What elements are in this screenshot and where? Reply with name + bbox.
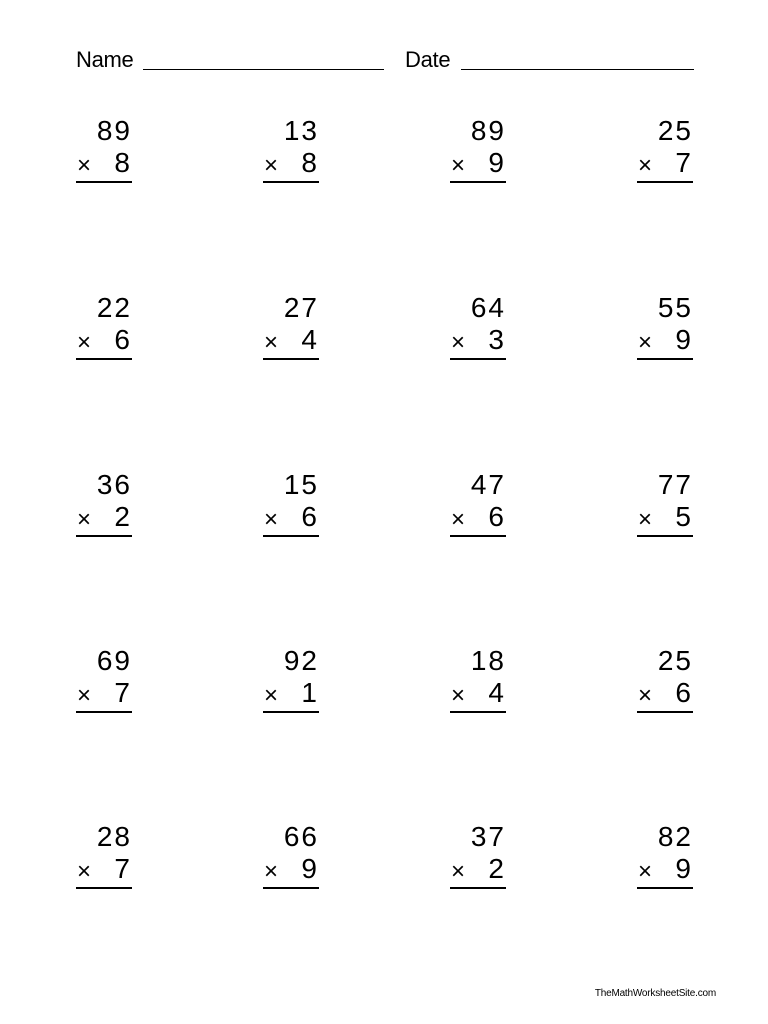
answer-line — [637, 711, 693, 713]
multiplicand: 22 — [96, 292, 132, 323]
answer-line — [76, 535, 132, 537]
times-sign: × — [638, 329, 653, 356]
multiplier: 9 — [488, 147, 506, 178]
problem-11 — [450, 468, 506, 538]
answer-line — [637, 887, 693, 889]
times-sign: × — [451, 858, 466, 885]
multiplicand: 18 — [470, 645, 506, 676]
multiplier-row — [263, 146, 319, 180]
times-sign: × — [77, 682, 92, 709]
problem-13 — [76, 644, 132, 714]
times-sign: × — [77, 506, 92, 533]
times-sign: × — [451, 506, 466, 533]
times-sign: × — [638, 506, 653, 533]
multiplier: 6 — [301, 501, 319, 532]
times-sign: × — [638, 858, 653, 885]
answer-line — [263, 181, 319, 183]
multiplier-row — [450, 146, 506, 180]
multiplicand: 15 — [283, 469, 319, 500]
multiplicand: 27 — [283, 292, 319, 323]
problem-20 — [637, 820, 693, 890]
multiplier: 6 — [488, 501, 506, 532]
multiplier: 9 — [675, 853, 693, 884]
multiplier: 1 — [301, 677, 319, 708]
answer-line — [637, 358, 693, 360]
multiplicand: 89 — [470, 115, 506, 146]
problem-7 — [450, 291, 506, 361]
answer-line — [637, 535, 693, 537]
answer-line — [76, 887, 132, 889]
problem-8 — [637, 291, 693, 361]
answer-line — [637, 181, 693, 183]
multiplier-row — [637, 500, 693, 534]
multiplicand: 36 — [96, 469, 132, 500]
multiplicand: 64 — [470, 292, 506, 323]
times-sign: × — [264, 858, 279, 885]
multiplicand: 25 — [657, 645, 693, 676]
multiplier-row — [450, 323, 506, 357]
problem-18 — [263, 820, 319, 890]
multiplicand: 37 — [470, 821, 506, 852]
multiplier-row — [450, 852, 506, 886]
times-sign: × — [638, 152, 653, 179]
times-sign: × — [77, 152, 92, 179]
multiplier-row — [637, 146, 693, 180]
multiplier: 7 — [675, 147, 693, 178]
multiplicand: 89 — [96, 115, 132, 146]
answer-line — [450, 535, 506, 537]
multiplier: 9 — [675, 324, 693, 355]
multiplier: 2 — [114, 501, 132, 532]
multiplier: 8 — [301, 147, 319, 178]
problem-17 — [76, 820, 132, 890]
multiplier-row — [637, 676, 693, 710]
multiplier: 8 — [114, 147, 132, 178]
multiplier-row — [263, 852, 319, 886]
problem-5 — [76, 291, 132, 361]
times-sign: × — [264, 329, 279, 356]
times-sign: × — [451, 329, 466, 356]
multiplicand: 47 — [470, 469, 506, 500]
multiplier: 5 — [675, 501, 693, 532]
multiplicand: 66 — [283, 821, 319, 852]
multiplier-row — [263, 676, 319, 710]
problem-1 — [76, 114, 132, 184]
multiplier-row — [450, 500, 506, 534]
multiplicand: 25 — [657, 115, 693, 146]
times-sign: × — [77, 858, 92, 885]
answer-line — [263, 711, 319, 713]
name-label: Name — [76, 47, 134, 72]
multiplicand: 55 — [657, 292, 693, 323]
multiplier-row — [76, 676, 132, 710]
multiplier: 4 — [301, 324, 319, 355]
answer-line — [263, 535, 319, 537]
multiplicand: 82 — [657, 821, 693, 852]
multiplier-row — [637, 852, 693, 886]
times-sign: × — [451, 682, 466, 709]
multiplier-row — [263, 500, 319, 534]
answer-line — [450, 181, 506, 183]
multiplicand: 13 — [283, 115, 319, 146]
times-sign: × — [451, 152, 466, 179]
multiplier-row — [76, 500, 132, 534]
problem-15 — [450, 644, 506, 714]
multiplier-row — [76, 146, 132, 180]
times-sign: × — [264, 152, 279, 179]
problem-12 — [637, 468, 693, 538]
problem-10 — [263, 468, 319, 538]
problem-3 — [450, 114, 506, 184]
multiplier-row — [263, 323, 319, 357]
problem-16 — [637, 644, 693, 714]
multiplicand: 77 — [657, 469, 693, 500]
multiplier-row — [76, 323, 132, 357]
multiplier-row — [450, 676, 506, 710]
answer-line — [263, 358, 319, 360]
answer-line — [76, 181, 132, 183]
answer-line — [76, 711, 132, 713]
multiplier: 7 — [114, 853, 132, 884]
answer-line — [450, 887, 506, 889]
multiplicand: 69 — [96, 645, 132, 676]
problem-6 — [263, 291, 319, 361]
problem-2 — [263, 114, 319, 184]
multiplier-row — [76, 852, 132, 886]
multiplicand: 92 — [283, 645, 319, 676]
date-field[interactable] — [461, 69, 694, 70]
multiplier: 2 — [488, 853, 506, 884]
worksheet-header — [76, 46, 694, 74]
problem-14 — [263, 644, 319, 714]
answer-line — [450, 711, 506, 713]
multiplier-row — [637, 323, 693, 357]
problem-9 — [76, 468, 132, 538]
date-label: Date — [405, 47, 451, 72]
site-credit: TheMathWorksheetSite.com — [594, 988, 716, 999]
problem-19 — [450, 820, 506, 890]
answer-line — [263, 887, 319, 889]
multiplier: 7 — [114, 677, 132, 708]
problem-4 — [637, 114, 693, 184]
times-sign: × — [77, 329, 92, 356]
multiplicand: 28 — [96, 821, 132, 852]
name-field[interactable] — [143, 69, 384, 70]
answer-line — [76, 358, 132, 360]
times-sign: × — [264, 682, 279, 709]
multiplier: 3 — [488, 324, 506, 355]
times-sign: × — [264, 506, 279, 533]
multiplier: 9 — [301, 853, 319, 884]
problem-grid — [76, 114, 694, 914]
multiplier: 4 — [488, 677, 506, 708]
answer-line — [450, 358, 506, 360]
multiplier: 6 — [675, 677, 693, 708]
times-sign: × — [638, 682, 653, 709]
multiplier: 6 — [114, 324, 132, 355]
